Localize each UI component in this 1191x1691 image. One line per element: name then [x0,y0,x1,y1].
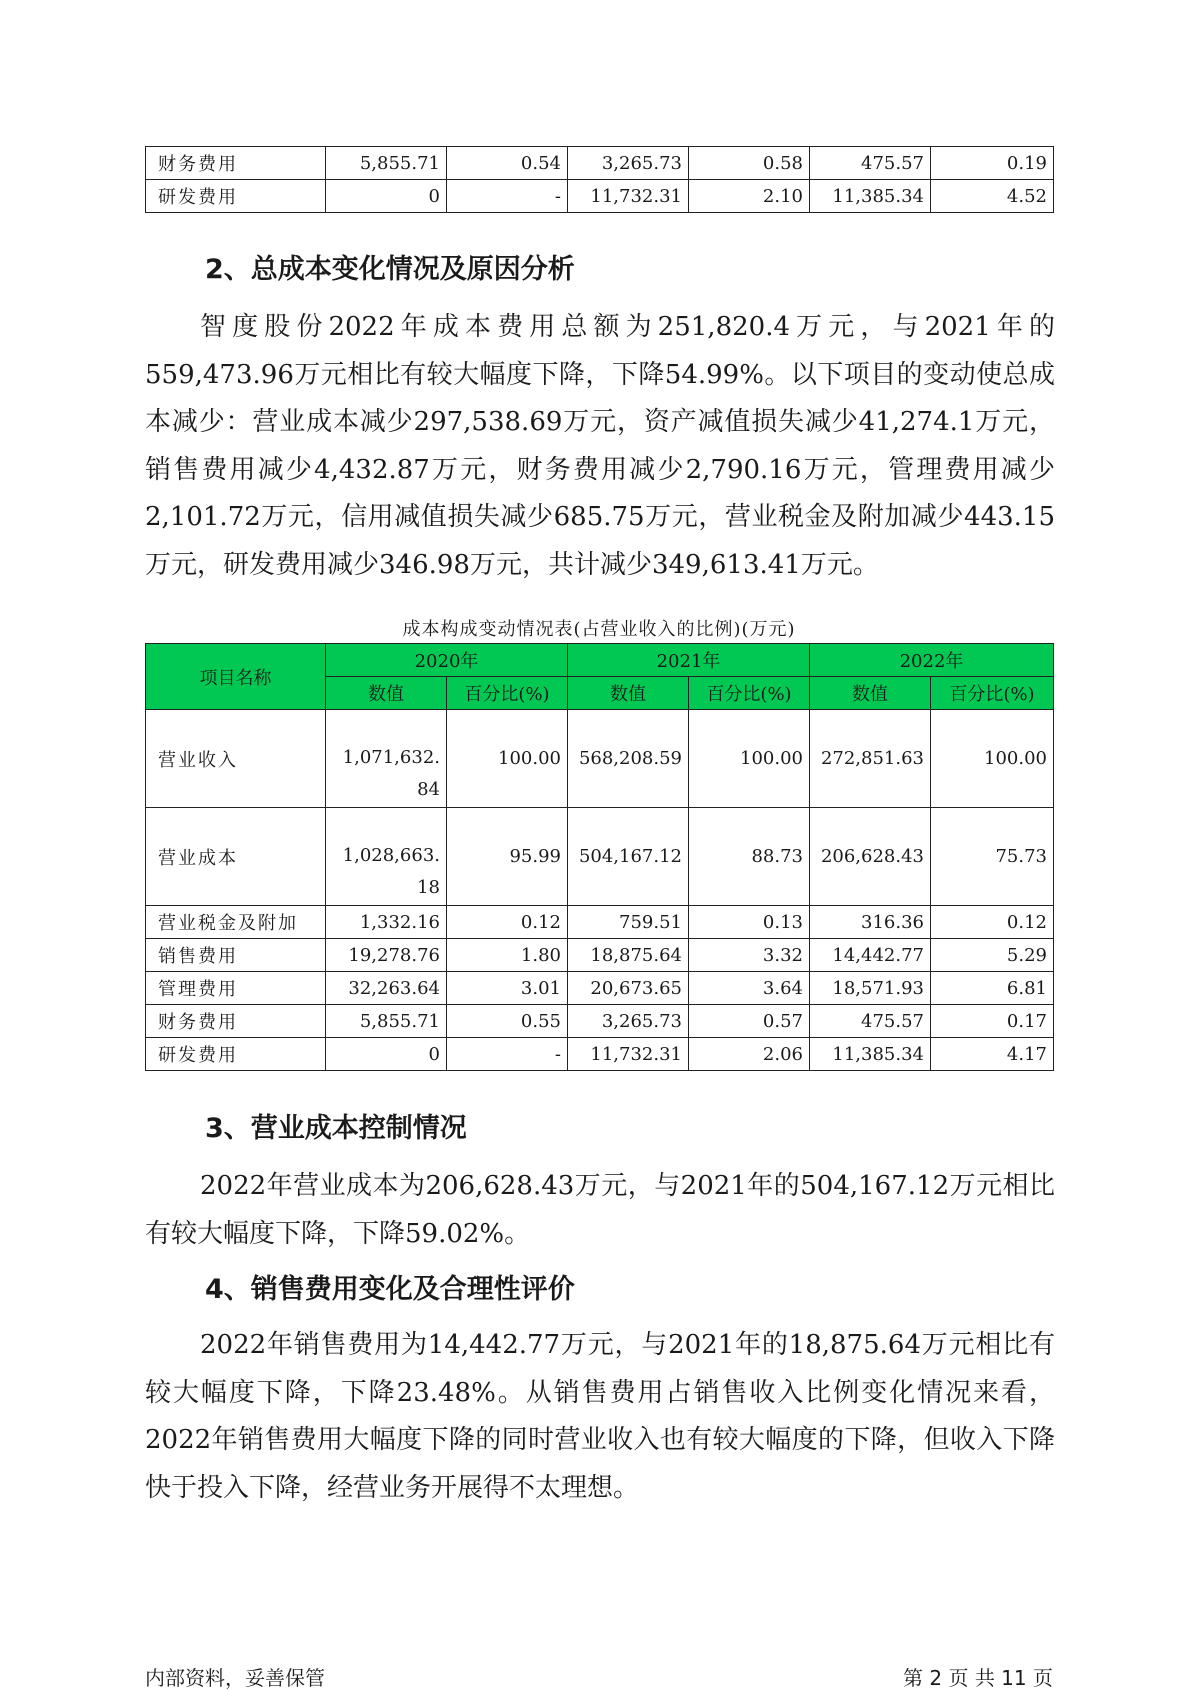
table-cell: 3,265.73 [568,147,689,180]
row-label: 营业成本 [146,808,326,906]
table-cell: 100.00 [689,710,810,808]
table-row [146,808,1054,906]
table-cell: 0.12 [447,906,568,939]
section-3-paragraph: 2022年营业成本为206,628.43万元，与2021年的504,167.12万元相比有较大幅度下降，下降59.02%。 [145,1171,1055,1249]
table-cell: 75.73 [931,808,1054,906]
table-row [146,1005,1054,1038]
table-cell: 5,855.71 [326,147,447,180]
table-row [146,180,1054,213]
percent-header: 百分比(%) [689,677,810,710]
table-cell: 3.64 [689,972,810,1005]
percent-header: 百分比(%) [931,677,1054,710]
table-caption: 成本构成变动情况表(占营业收入的比例)(万元) [402,619,796,640]
footer-confidential-note: 内部资料，妥善保管 [145,1666,325,1690]
row-label: 营业税金及附加 [146,906,326,939]
header-row [146,644,1054,677]
table-cell: 5,855.71 [326,1005,447,1038]
table-cell: 0.58 [689,147,810,180]
year-header: 2020年 [326,644,568,677]
row-label: 财务费用 [146,147,326,180]
table-cell: 5.29 [931,939,1054,972]
table-row [146,147,1054,180]
table-cell: 3,265.73 [568,1005,689,1038]
table-cell: 88.73 [689,808,810,906]
table-cell: 504,167.12 [568,808,689,906]
table-cell: 475.57 [810,147,931,180]
table-cell: 6.81 [931,972,1054,1005]
table-cell: 0.57 [689,1005,810,1038]
item-name-header: 项目名称 [146,644,326,710]
row-label: 财务费用 [146,1005,326,1038]
value-header: 数值 [326,677,447,710]
table-cell [326,808,447,906]
section-4-heading: 4、销售费用变化及合理性评价 [205,1274,575,1305]
year-header: 2021年 [568,644,810,677]
year-header: 2022年 [810,644,1054,677]
section-4-paragraph: 2022年销售费用为14,442.77万元，与2021年的18,875.64万元相比有较大幅度下降，下降23.48%。从销售费用占销售收入比例变化情况来看，2022年销售费用大幅度下降的同时营业收入也有较大幅度的下降，但收入下降快于投入下降，经营业务开展得不太理想。 [145,1330,1055,1503]
table-cell: 2.06 [689,1038,810,1071]
table-cell: 11,385.34 [810,180,931,213]
table-cell: 1,332.16 [326,906,447,939]
table-cell: 475.57 [810,1005,931,1038]
section-2-paragraph: 智度股份2022年成本费用总额为251,820.4万元，与2021年的559,473.96万元相比有较大幅度下降，下降54.99%。以下项目的变动使总成本减少：营业成本减少297,538.69万元，资产减值损失减少41,274.1万元，销售费用减少4,432.87万元，财务费用减少2,790.16万元，管理费用减少2,101.72万元，信用减值损失减少685.75万元，营业税金及附加减少443.15万元，研发费用减少346.98万元，共计减少349,613.41万元。 [145,312,1055,580]
table-cell: 14,442.77 [810,939,931,972]
table-cell: 0.12 [931,906,1054,939]
section-2-heading: 2、总成本变化情况及原因分析 [205,254,575,285]
table-cell: 11,385.34 [810,1038,931,1071]
table-row [146,906,1054,939]
table-cell: 3.32 [689,939,810,972]
table-cell: 0.19 [931,147,1054,180]
table-cell: 759.51 [568,906,689,939]
table-cell: 4.52 [931,180,1054,213]
cost-structure-table [145,643,1054,1071]
table-cell: 0 [326,1038,447,1071]
table-cell: 3.01 [447,972,568,1005]
table-cell: 95.99 [447,808,568,906]
top-cost-table [145,146,1054,213]
table-cell: 206,628.43 [810,808,931,906]
table-cell: 100.00 [447,710,568,808]
table-row [146,972,1054,1005]
table-cell: 0.54 [447,147,568,180]
section-3-heading: 3、营业成本控制情况 [205,1113,467,1144]
table-row [146,939,1054,972]
value-header: 数值 [568,677,689,710]
table-cell: 0.17 [931,1005,1054,1038]
table-cell: 100.00 [931,710,1054,808]
table-cell: 32,263.64 [326,972,447,1005]
table-cell: 4.17 [931,1038,1054,1071]
table-cell: 11,732.31 [568,1038,689,1071]
percent-header: 百分比(%) [447,677,568,710]
table-cell: 2.10 [689,180,810,213]
footer-page-number: 第 2 页 共 11 页 [903,1666,1053,1690]
value-header: 数值 [810,677,931,710]
row-label: 研发费用 [146,1038,326,1071]
table-cell: 11,732.31 [568,180,689,213]
table-cell: - [447,1038,568,1071]
row-label: 研发费用 [146,180,326,213]
table-cell: 272,851.63 [810,710,931,808]
table-cell: 0.13 [689,906,810,939]
table-cell: 18,571.93 [810,972,931,1005]
table-cell: 20,673.65 [568,972,689,1005]
table-cell: 19,278.76 [326,939,447,972]
table-cell: 0.55 [447,1005,568,1038]
row-label: 营业收入 [146,710,326,808]
table-cell: 0 [326,180,447,213]
table-cell: - [447,180,568,213]
table-cell: 568,208.59 [568,710,689,808]
wrapped-value: 1,071,632.84 [342,746,440,800]
table-cell [326,710,447,808]
row-label: 管理费用 [146,972,326,1005]
table-cell: 18,875.64 [568,939,689,972]
row-label: 销售费用 [146,939,326,972]
table-cell: 316.36 [810,906,931,939]
table-cell: 1.80 [447,939,568,972]
table-row [146,1038,1054,1071]
wrapped-value: 1,028,663.18 [342,844,440,898]
table-row [146,710,1054,808]
